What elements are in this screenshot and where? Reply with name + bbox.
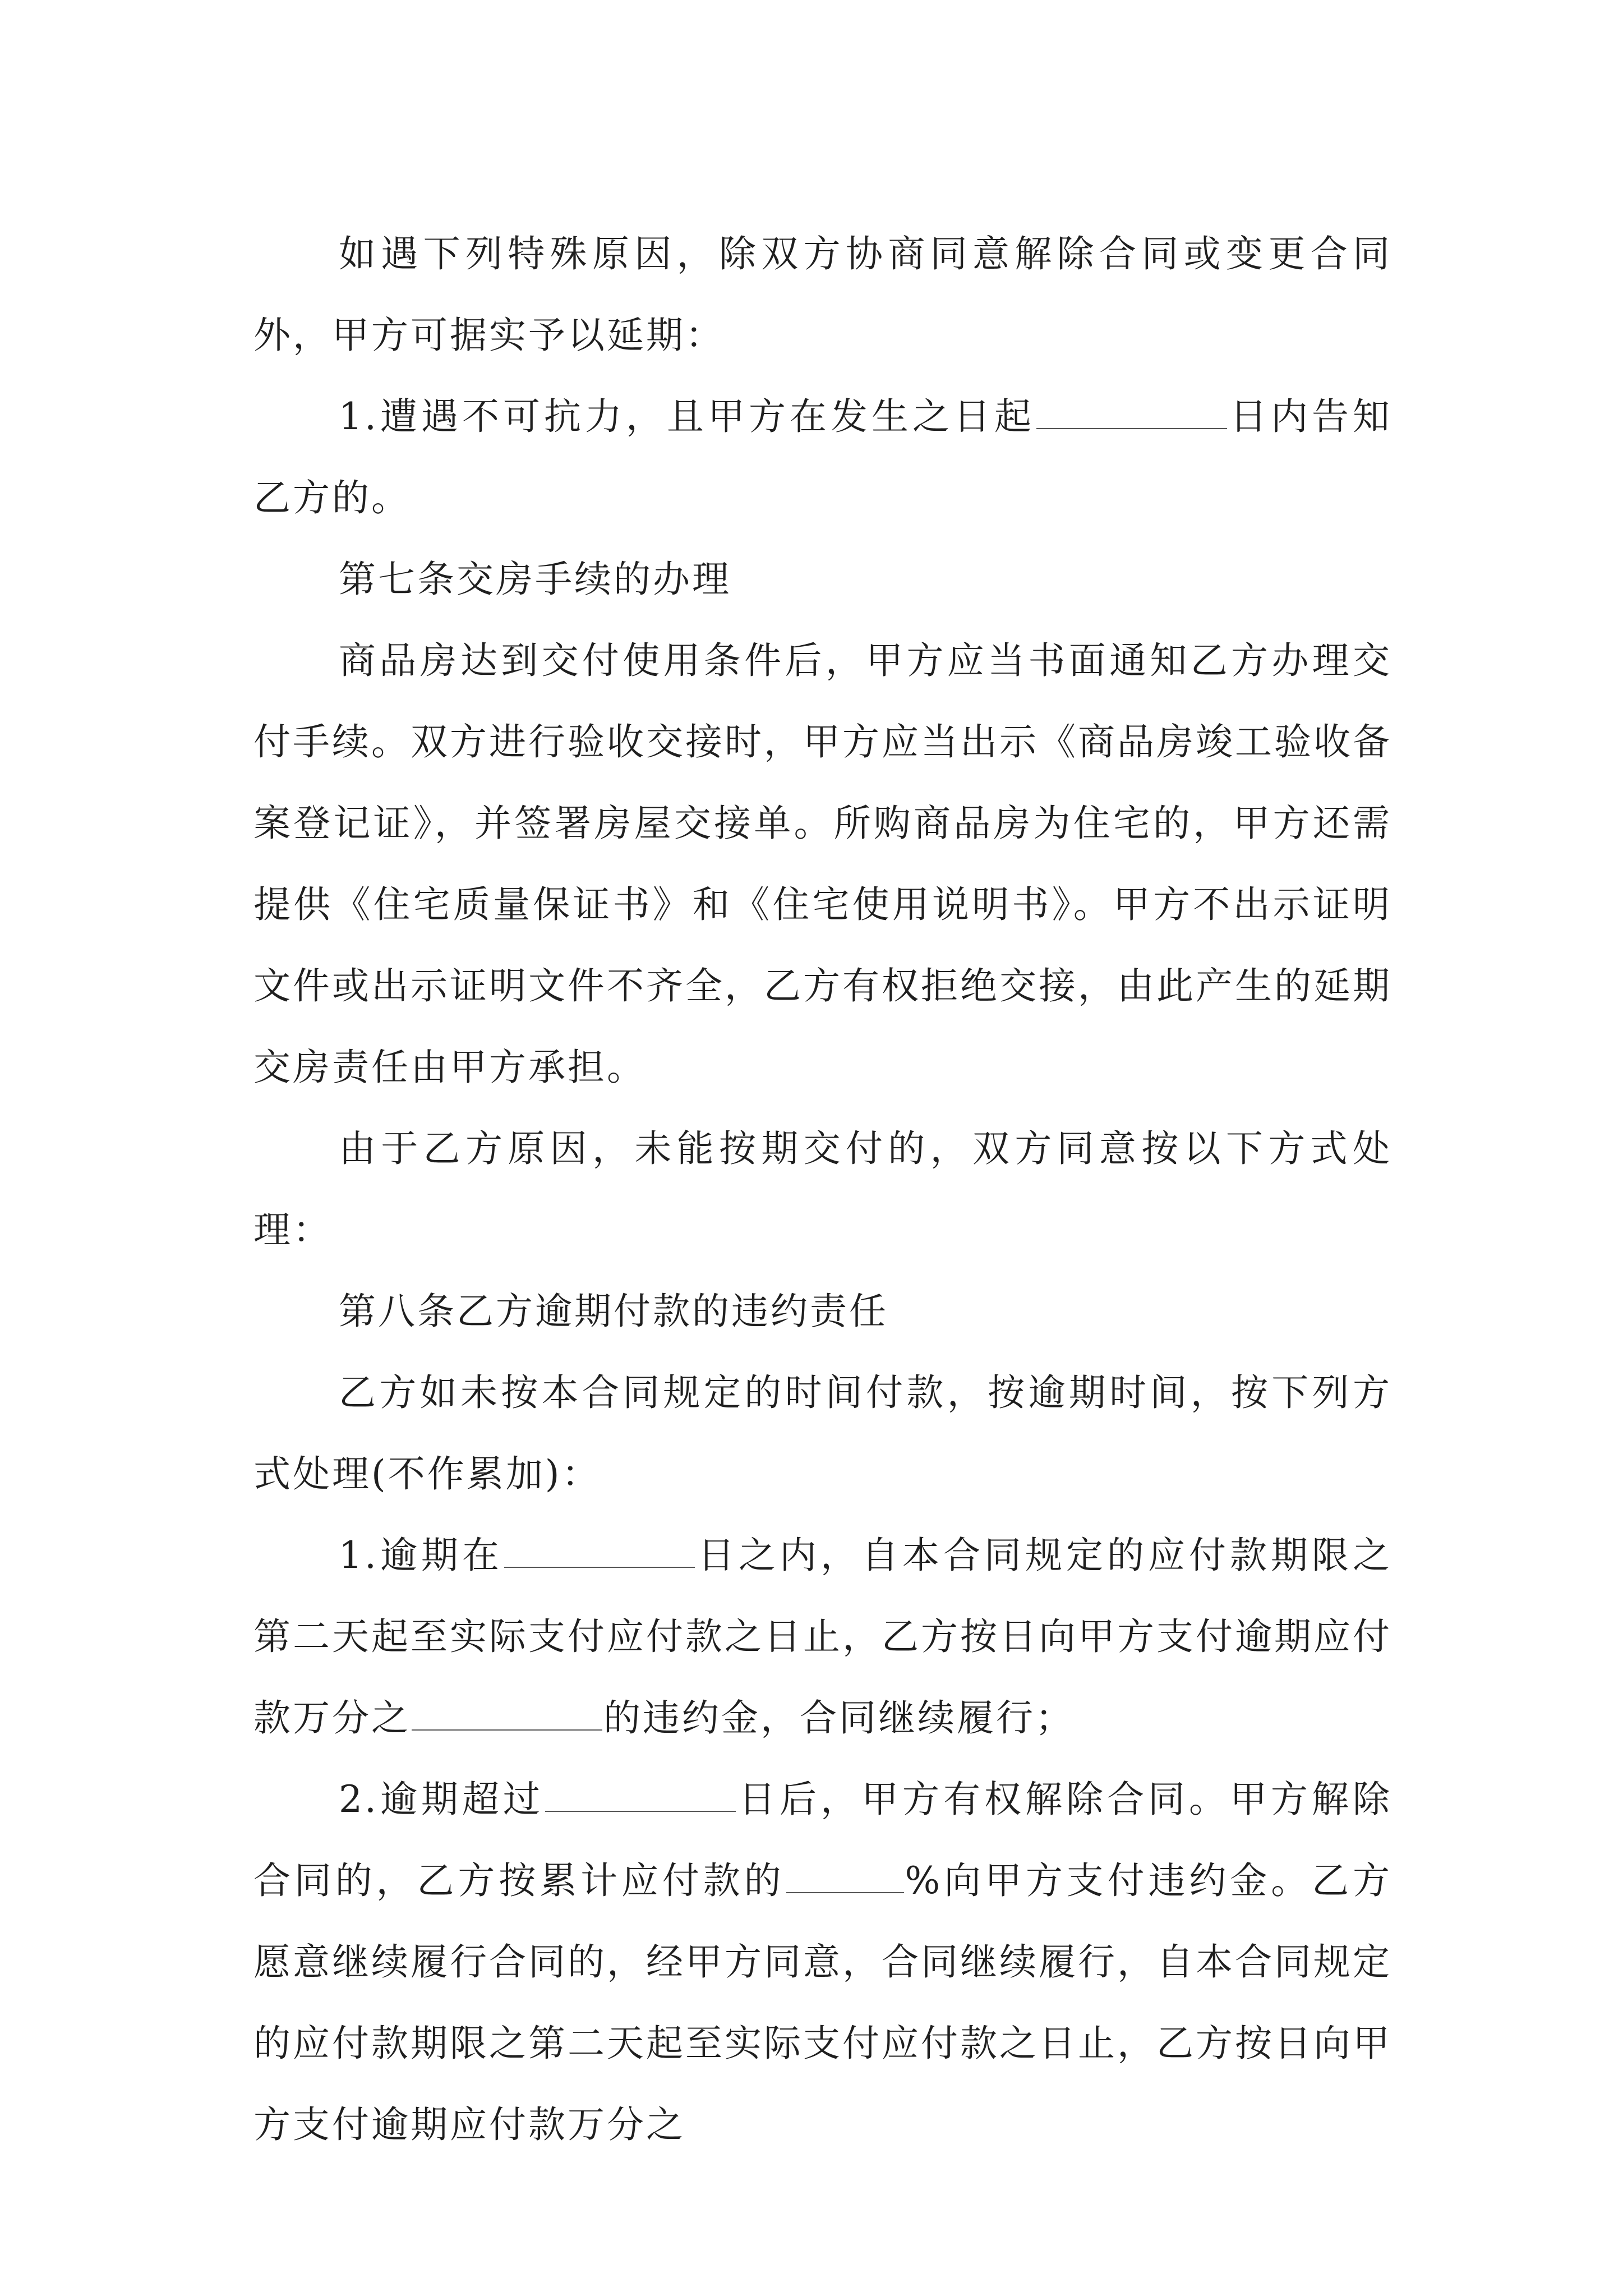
heading-article-8: 第八条乙方逾期付款的违约责任 [339, 1290, 888, 1333]
paragraph-late-payment-2: 2.逾期超过 日后，甲方有权解除合同。甲方解除合同的，乙方按累计应付款的 %向甲方支付违约金。乙方愿意继续履行合同的，经甲方同意，合同继续履行，自本合同规定的应付款期限之第二天起至实际支付应付款之日止，乙方按日向甲方支付逾期应付款万分之 [253, 1778, 1392, 2146]
blank-penalty-percent[interactable] [786, 1863, 904, 1893]
paragraph-force-majeure: 1.遭遇不可抗力，且甲方在发生之日起 日内告知乙方的。 [253, 395, 1392, 519]
contract-body [253, 213, 1392, 2165]
blank-penalty-rate[interactable] [412, 1700, 602, 1731]
blank-days-within[interactable] [504, 1538, 695, 1568]
paragraph-buyer-delay: 由于乙方原因，未能按期交付的，双方同意按以下方式处理： [253, 1127, 1392, 1251]
paragraph-special-reasons: 如遇下列特殊原因，除双方协商同意解除合同或变更合同外，甲方可据实予以延期： [253, 232, 1392, 357]
blank-days-notice[interactable] [1036, 399, 1227, 429]
blank-days-exceed[interactable] [545, 1782, 736, 1812]
heading-article-7: 第七条交房手续的办理 [339, 558, 731, 601]
paragraph-late-payment-1: 1.逾期在 日之内，自本合同规定的应付款期限之第二天起至实际支付应付款之日止，乙方按日向甲方支付逾期应付款万分之 的违约金，合同继续履行； [253, 1534, 1392, 1740]
paragraph-handover-procedure: 商品房达到交付使用条件后，甲方应当书面通知乙方办理交付手续。双方进行验收交接时，甲方应当出示《商品房竣工验收备案登记证》，并签署房屋交接单。所购商品房为住宅的，甲方还需提供《住宅质量保证书》和《住宅使用说明书》。甲方不出示证明文件或出示证明文件不齐全，乙方有权拒绝交接，由此产生的延期交房责任由甲方承担。 [253, 639, 1392, 1089]
paragraph-late-payment-intro: 乙方如未按本合同规定的时间付款，按逾期时间，按下列方式处理(不作累加)： [253, 1371, 1392, 1496]
